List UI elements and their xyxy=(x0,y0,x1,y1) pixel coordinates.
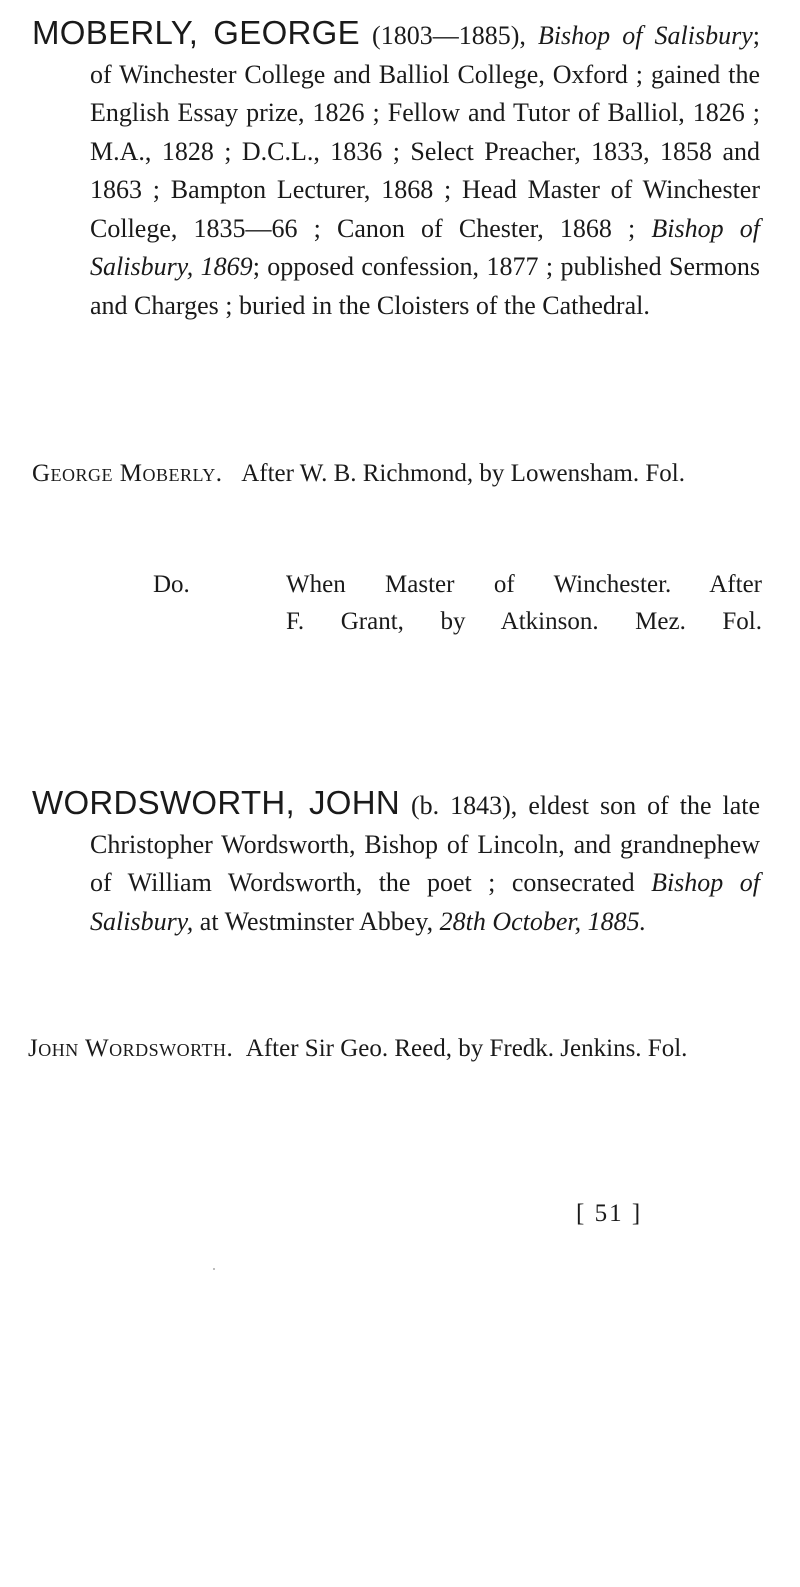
entry-text: ; opposed confession, 1877 ; published Sermons and Charges ; buried in the Cloisters of the Cathedral. xyxy=(90,252,760,320)
entry-text: at Westminster Abbey, xyxy=(199,906,434,936)
entry-appointment: Bishop of Salisbury, 1869 xyxy=(90,213,760,281)
entry-dates: (b. 1843), xyxy=(411,791,518,820)
entry-title: Bishop of Salisbury xyxy=(537,21,753,50)
portrait-description: After W. B. Richmond, by Lowensham. Fol. xyxy=(241,460,685,487)
portrait-description-line: F. Grant, by Atkinson. Mez. Fol. xyxy=(286,608,762,635)
entry-name: WORDSWORTH, JOHN xyxy=(32,784,400,821)
entry-text: eldest son of the late Christopher Wordsworth, Bishop of Lincoln, and grandnephew of William Wordsworth, the poet ; consecrated xyxy=(90,791,761,897)
entry-dates: (1803—1885), xyxy=(372,21,526,50)
biography-entry-moberly xyxy=(32,14,760,325)
portrait-sitter: George Moberly. xyxy=(32,460,223,487)
portrait-description: After Sir Geo. Reed, by Fredk. Jenkins. Fol. xyxy=(245,1035,688,1062)
paper-speck xyxy=(213,1268,215,1270)
portrait-listing xyxy=(28,1030,758,1067)
portrait-sitter: John Wordsworth. xyxy=(28,1035,234,1062)
entry-title: Bishop of Salisbury, xyxy=(90,868,761,936)
portrait-sitter: Do. xyxy=(153,571,190,598)
portrait-listing xyxy=(32,455,760,492)
page-number: [ 51 ] xyxy=(576,1200,643,1227)
portrait-description-line: When Master of Winchester. After xyxy=(286,571,762,598)
portrait-description xyxy=(286,566,762,640)
entry-date: 28th October, 1885. xyxy=(439,906,647,936)
entry-text: ; of Winchester College and Balliol College, Oxford ; gained the English Essay prize, 1826 ; Fellow and Tutor of Balliol, 1826 ; M.A., 1828 ; D.C.L., 1836 ; Select Preacher, 1833, 1858 and 1863 ; Bampton Lecturer, 1868 ; Head Master of Winchester College, 1835—66 ; Canon of Chester, 1868 ; xyxy=(90,21,760,243)
biography-entry-wordsworth xyxy=(32,784,760,941)
entry-name: MOBERLY, GEORGE xyxy=(32,14,360,51)
